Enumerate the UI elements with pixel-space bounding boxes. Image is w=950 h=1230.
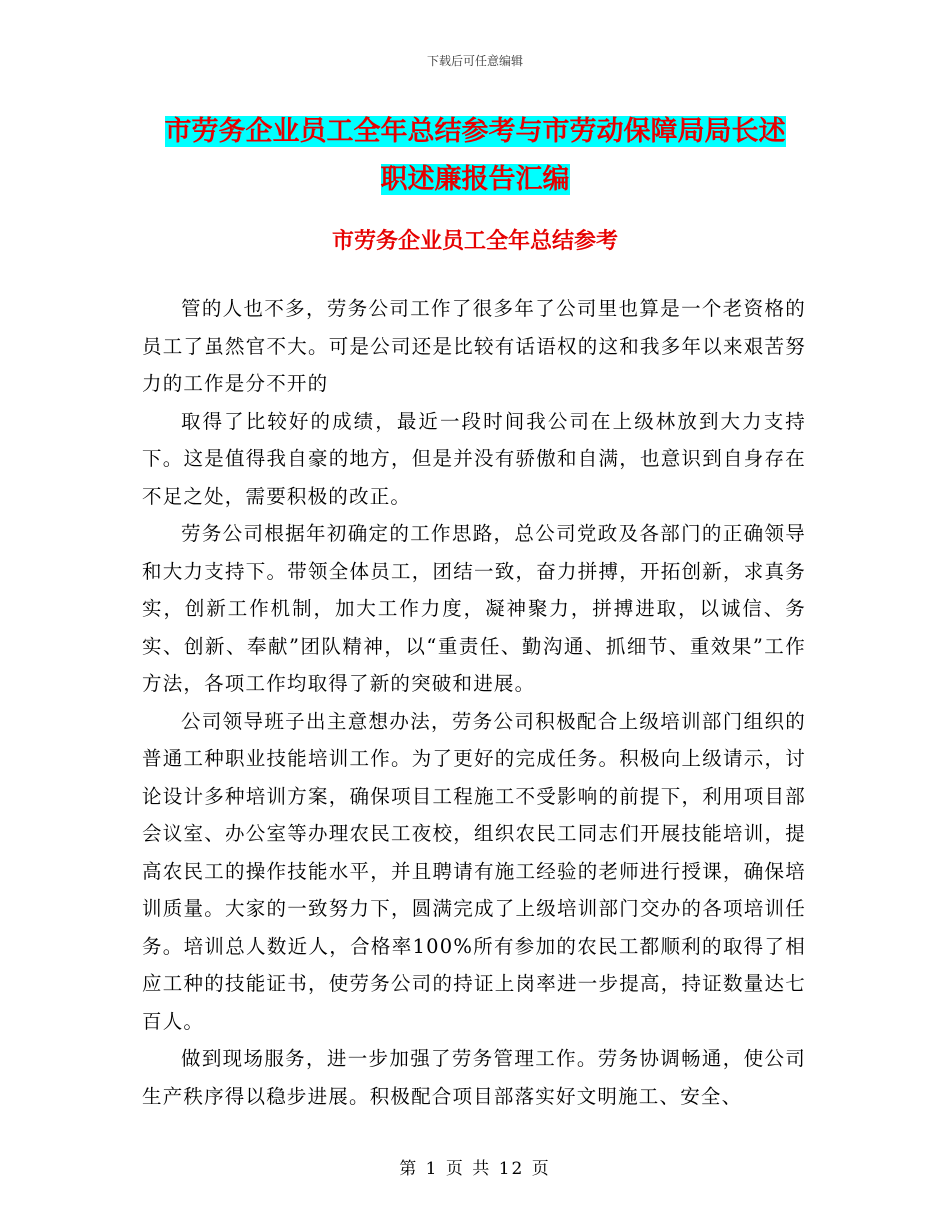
page-number: 第 1 页 共 12 页: [399, 1159, 551, 1179]
paragraph: 管的人也不多，劳务公司工作了很多年了公司里也算是一个老资格的员工了虽然官不大。可是公司还是比较有话语权的这和我多年以来艰苦努力的工作是分不开的: [142, 297, 806, 395]
document-body: [142, 290, 806, 1115]
section-title: 市劳务企业员工全年总结参考: [331, 229, 618, 254]
paragraph: 取得了比较好的成绩，最近一段时间我公司在上级林放到大力支持下。这是值得我自豪的地方，但是并没有骄傲和自满，也意识到自身存在不足之处，需要积极的改正。: [142, 409, 806, 508]
document-title-line1: 市劳务企业员工全年总结参考与市劳动保障局局长述: [164, 116, 786, 147]
paragraph: 劳务公司根据年初确定的工作思路，总公司党政及各部门的正确领导和大力支持下。带领全体员工，团结一致，奋力拼搏，开拓创新，求真务实，创新工作机制，加大工作力度，凝神聚力，拼搏进取，以诚信、务实、创新、奉献”团队精神，以“重责任、勤沟通、抓细节、重效果”工作方法，各项工作均取得了新的突破和进展。: [142, 522, 806, 695]
document-title: [140, 108, 810, 204]
paragraph: 做到现场服务，进一步加强了劳务管理工作。劳务协调畅通，使公司生产秩序得以稳步进展。积极配合项目部落实好文明施工、安全、: [142, 1047, 806, 1108]
paragraph: 公司领导班子出主意想办法，劳务公司积极配合上级培训部门组织的普通工种职业技能培训工作。为了更好的完成任务。积极向上级请示，讨论设计多种培训方案，确保项目工程施工不受影响的前提下，利用项目部会议室、办公室等办理农民工夜校，组织农民工同志们开展技能培训，提高农民工的操作技能水平，并且聘请有施工经验的老师进行授课，确保培训质量。大家的一致努力下，圆满完成了上级培训部门交办的各项培训任务。培训总人数近人，合格率100%所有参加的农民工都顺利的取得了相应工种的技能证书，使劳务公司的持证上岗率进一步提高，持证数量达七百人。: [142, 709, 806, 1033]
document-title-line2: 职述廉报告汇编: [380, 164, 570, 195]
header-note: 下载后可任意编辑: [426, 54, 523, 68]
